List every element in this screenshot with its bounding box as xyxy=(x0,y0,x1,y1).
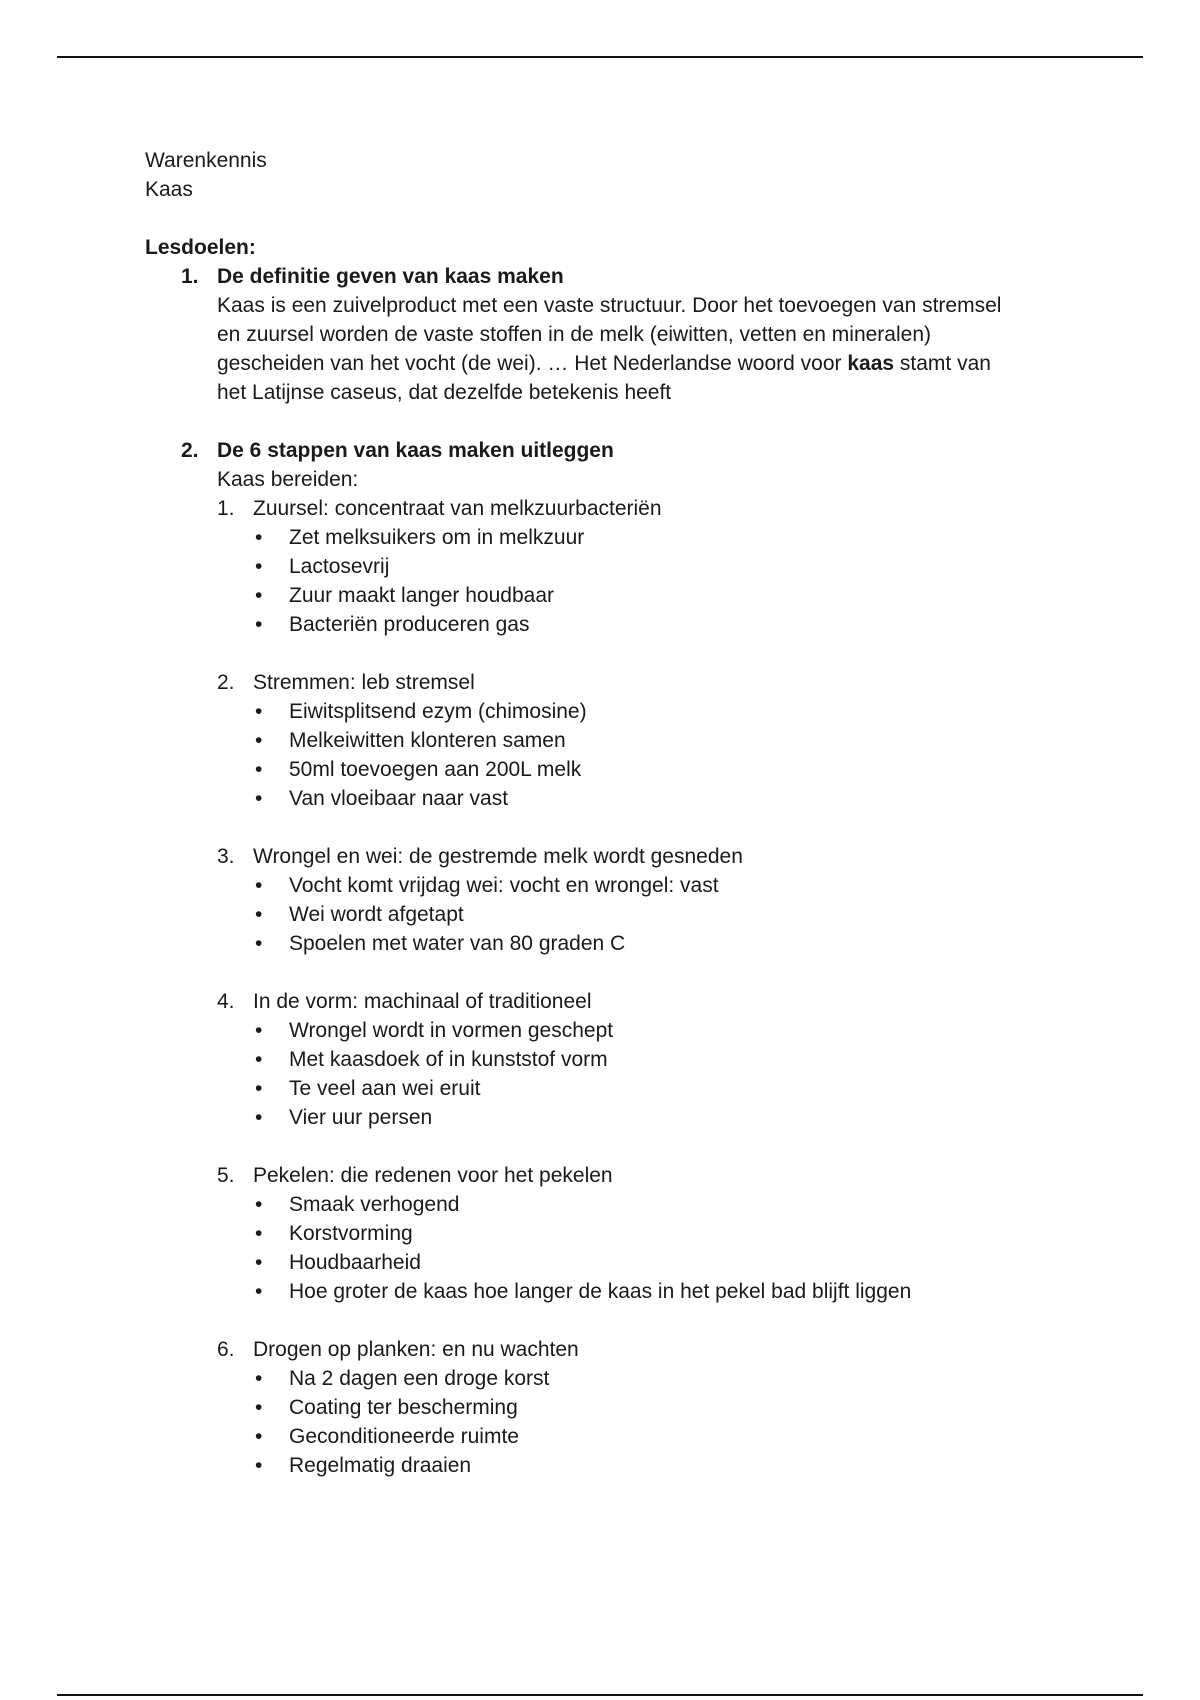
bullet-text: Eiwitsplitsend ezym (chimosine) xyxy=(289,700,587,723)
goal-intro: Kaas bereiden: xyxy=(217,468,359,491)
bullet-text: Spoelen met water van 80 graden C xyxy=(289,932,626,955)
bullet-dot-icon: • xyxy=(255,1280,263,1303)
step-number: 3. xyxy=(217,845,235,868)
step-title: Pekelen: die redenen voor het pekelen xyxy=(253,1164,613,1187)
step-bullet-list xyxy=(253,871,1065,958)
bullet-dot-icon: • xyxy=(255,1425,263,1448)
bullet-dot-icon: • xyxy=(255,932,263,955)
bullet-dot-icon: • xyxy=(255,1367,263,1390)
goal-2 xyxy=(145,436,1065,1480)
bullet-text: Vier uur persen xyxy=(289,1106,433,1129)
bullet-text: Smaak verhogend xyxy=(289,1193,460,1216)
bullet-dot-icon: • xyxy=(255,1106,263,1129)
bullet-item xyxy=(253,697,1065,726)
bullet-item xyxy=(253,1422,1065,1451)
document-subject: Warenkennis xyxy=(145,149,267,172)
bullet-dot-icon: • xyxy=(255,584,263,607)
step-bullet-list xyxy=(253,1016,1065,1132)
step-2 xyxy=(217,668,1065,813)
bullet-text: Korstvorming xyxy=(289,1222,413,1245)
step-title: Stremmen: leb stremsel xyxy=(253,671,475,694)
bullet-dot-icon: • xyxy=(255,729,263,752)
bullet-item xyxy=(253,1248,1065,1277)
goal-text-line: en zuursel worden de vaste stoffen in de melk (eiwitten, vetten en mineralen) xyxy=(217,323,931,346)
goal-text-segment: stamt van xyxy=(894,352,991,375)
step-number: 5. xyxy=(217,1164,235,1187)
step-bullet-list xyxy=(253,1190,1065,1306)
bullet-text: Melkeiwitten klonteren samen xyxy=(289,729,566,752)
step-bullet-list xyxy=(253,1364,1065,1480)
steps-list xyxy=(217,494,1065,1480)
bullet-item xyxy=(253,755,1065,784)
bullet-text: Zet melksuikers om in melkzuur xyxy=(289,526,585,549)
bullet-item xyxy=(253,900,1065,929)
bullet-text: Vocht komt vrijdag wei: vocht en wrongel: vast xyxy=(289,874,719,897)
bullet-dot-icon: • xyxy=(255,1019,263,1042)
bullet-text: Regelmatig draaien xyxy=(289,1454,472,1477)
step-3 xyxy=(217,842,1065,958)
goal-number: 1. xyxy=(181,265,199,288)
bullet-text: Wei wordt afgetapt xyxy=(289,903,464,926)
step-title: Wrongel en wei: de gestremde melk wordt gesneden xyxy=(253,845,743,868)
bullet-text: Met kaasdoek of in kunststof vorm xyxy=(289,1048,608,1071)
bullet-item xyxy=(253,1045,1065,1074)
bullet-item xyxy=(253,1103,1065,1132)
bullet-item xyxy=(253,581,1065,610)
step-number: 1. xyxy=(217,497,235,520)
bullet-dot-icon: • xyxy=(255,1396,263,1419)
bullet-item xyxy=(253,1364,1065,1393)
bullet-text: Te veel aan wei eruit xyxy=(289,1077,481,1100)
bullet-item xyxy=(253,1277,1065,1306)
bullet-item xyxy=(253,1451,1065,1480)
goal-text-line xyxy=(217,349,1065,378)
bullet-text: Coating ter bescherming xyxy=(289,1396,518,1419)
step-number: 6. xyxy=(217,1338,235,1361)
step-title: In de vorm: machinaal of traditioneel xyxy=(253,990,592,1013)
bullet-text: Zuur maakt langer houdbaar xyxy=(289,584,554,607)
goal-bold-word: kaas xyxy=(847,352,895,375)
bullet-item xyxy=(253,726,1065,755)
step-number: 4. xyxy=(217,990,235,1013)
bullet-dot-icon: • xyxy=(255,700,263,723)
step-5 xyxy=(217,1161,1065,1306)
goal-text-segment: gescheiden van het vocht (de wei). … Het Nederlandse woord voor xyxy=(217,352,848,375)
bullet-item xyxy=(253,523,1065,552)
bullet-item xyxy=(253,1393,1065,1422)
bullet-item xyxy=(253,1190,1065,1219)
bullet-text: Hoe groter de kaas hoe langer de kaas in het pekel bad blijft liggen xyxy=(289,1280,912,1303)
step-title: Drogen op planken: en nu wachten xyxy=(253,1338,579,1361)
bullet-text: Houdbaarheid xyxy=(289,1251,421,1274)
bullet-dot-icon: • xyxy=(255,1222,263,1245)
lesdoelen-heading: Lesdoelen: xyxy=(145,236,256,259)
bullet-dot-icon: • xyxy=(255,526,263,549)
goal-1 xyxy=(145,262,1065,407)
bullet-item xyxy=(253,871,1065,900)
bullet-text: Van vloeibaar naar vast xyxy=(289,787,509,810)
header-rule xyxy=(57,56,1143,58)
goal-title: De 6 stappen van kaas maken uitleggen xyxy=(217,439,614,462)
bullet-dot-icon: • xyxy=(255,874,263,897)
bullet-dot-icon: • xyxy=(255,555,263,578)
goal-title: De definitie geven van kaas maken xyxy=(217,265,564,288)
bullet-dot-icon: • xyxy=(255,1048,263,1071)
bullet-text: Na 2 dagen een droge korst xyxy=(289,1367,550,1390)
bullet-text: Lactosevrij xyxy=(289,555,390,578)
bullet-dot-icon: • xyxy=(255,1193,263,1216)
step-1 xyxy=(217,494,1065,639)
footer-rule xyxy=(57,1694,1143,1696)
bullet-item xyxy=(253,552,1065,581)
bullet-text: Geconditioneerde ruimte xyxy=(289,1425,519,1448)
bullet-dot-icon: • xyxy=(255,613,263,636)
bullet-text: Wrongel wordt in vormen geschept xyxy=(289,1019,614,1042)
bullet-text: 50ml toevoegen aan 200L melk xyxy=(289,758,582,781)
bullet-dot-icon: • xyxy=(255,787,263,810)
step-title: Zuursel: concentraat van melkzuurbacteriën xyxy=(253,497,662,520)
bullet-item xyxy=(253,1074,1065,1103)
bullet-item xyxy=(253,784,1065,813)
bullet-dot-icon: • xyxy=(255,1251,263,1274)
step-bullet-list xyxy=(253,697,1065,813)
bullet-dot-icon: • xyxy=(255,1454,263,1477)
document-body xyxy=(145,146,1065,1480)
bullet-item xyxy=(253,610,1065,639)
step-6 xyxy=(217,1335,1065,1480)
step-4 xyxy=(217,987,1065,1132)
step-number: 2. xyxy=(217,671,235,694)
bullet-item xyxy=(253,1016,1065,1045)
bullet-dot-icon: • xyxy=(255,903,263,926)
bullet-item xyxy=(253,1219,1065,1248)
step-bullet-list xyxy=(253,523,1065,639)
bullet-item xyxy=(253,929,1065,958)
goal-text-line: het Latijnse caseus, dat dezelfde betekenis heeft xyxy=(217,381,672,404)
document-topic: Kaas xyxy=(145,178,193,201)
bullet-dot-icon: • xyxy=(255,758,263,781)
goal-number: 2. xyxy=(181,439,199,462)
bullet-dot-icon: • xyxy=(255,1077,263,1100)
bullet-text: Bacteriën produceren gas xyxy=(289,613,530,636)
goal-text-line: Kaas is een zuivelproduct met een vaste structuur. Door het toevoegen van stremsel xyxy=(217,294,1002,317)
